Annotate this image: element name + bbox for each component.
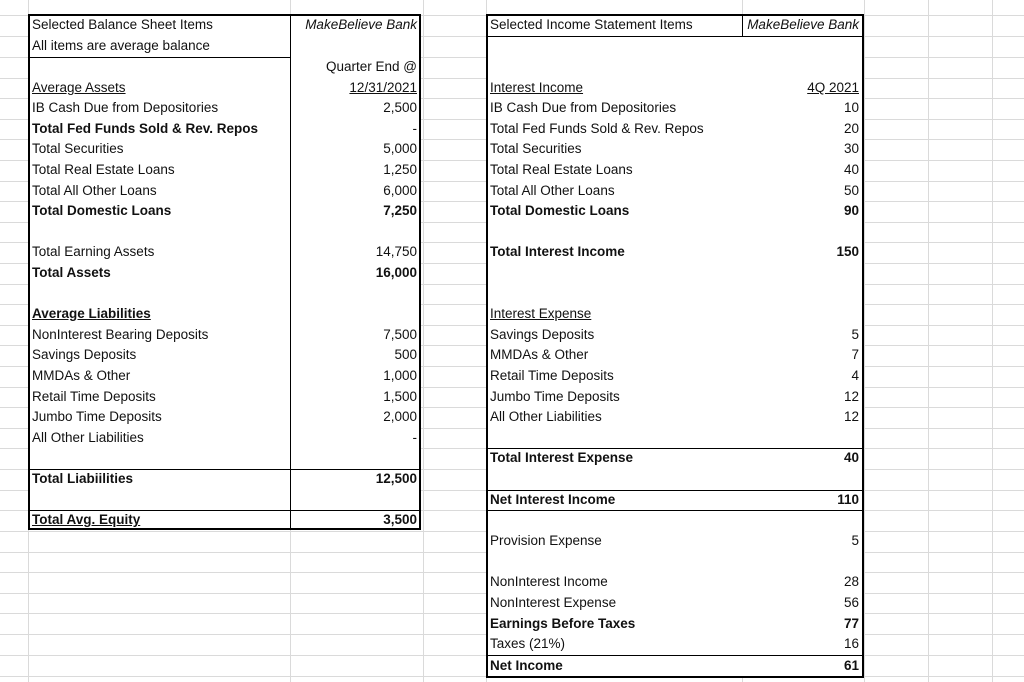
income-item-label: Total Domestic Loans <box>490 203 630 218</box>
avg-liabilities-header: Average Liabilities <box>32 306 151 321</box>
asset-label: Total Real Estate Loans <box>32 162 175 177</box>
asset-value: - <box>412 121 417 136</box>
expense-item-value: 4 <box>851 368 859 383</box>
period-date: 12/31/2021 <box>349 80 417 95</box>
earning-assets-label: Total Earning Assets <box>32 244 155 259</box>
asset-value: 7,250 <box>383 203 417 218</box>
interest-expense-header: Interest Expense <box>490 306 592 321</box>
total-equity-value: 3,500 <box>383 512 417 527</box>
expense-item-label: Savings Deposits <box>490 327 595 342</box>
income-statement-bank-name: MakeBelieve Bank <box>747 17 859 32</box>
net-income-label: Net Income <box>490 658 563 673</box>
balance-sheet-title: Selected Balance Sheet Items <box>32 17 213 32</box>
total-assets-value: 16,000 <box>375 265 417 280</box>
expense-item-value: 12 <box>843 409 859 424</box>
liability-label: All Other Liabilities <box>32 430 144 445</box>
income-item-value: 30 <box>843 141 859 156</box>
asset-label: IB Cash Due from Depositories <box>32 100 219 115</box>
net-interest-income-value: 110 <box>837 492 859 507</box>
income-item-value: 90 <box>843 203 859 218</box>
income-item-label: Total All Other Loans <box>490 183 615 198</box>
asset-value: 1,250 <box>383 162 417 177</box>
earnings-before-taxes-label: Earnings Before Taxes <box>490 616 636 631</box>
avg-assets-header: Average Assets <box>32 80 126 95</box>
liability-value: 1,500 <box>383 389 417 404</box>
income-statement-column-divider <box>742 14 743 36</box>
liability-value: - <box>412 430 417 445</box>
total-liabilities-label: Total Liabiilities <box>32 471 134 486</box>
taxes-value: 16 <box>843 636 859 651</box>
asset-label: Total Fed Funds Sold & Rev. Repos <box>32 121 259 136</box>
asset-value: 6,000 <box>383 183 417 198</box>
income-item-value: 50 <box>843 183 859 198</box>
provision-expense-value: 5 <box>851 533 859 548</box>
expense-item-value: 12 <box>843 389 859 404</box>
total-assets-label: Total Assets <box>32 265 111 280</box>
noninterest-expense-label: NonInterest Expense <box>490 595 617 610</box>
income-item-value: 20 <box>843 121 859 136</box>
liability-label: Retail Time Deposits <box>32 389 156 404</box>
asset-value: 2,500 <box>383 100 417 115</box>
expense-item-value: 5 <box>851 327 859 342</box>
liability-label: NonInterest Bearing Deposits <box>32 327 209 342</box>
income-item-value: 40 <box>843 162 859 177</box>
taxes-label: Taxes (21%) <box>490 636 566 651</box>
liability-value: 2,000 <box>383 409 417 424</box>
total-interest-expense-label: Total Interest Expense <box>490 450 634 465</box>
net-interest-income-bottom-rule <box>486 510 864 511</box>
interest-income-header: Interest Income <box>490 80 584 95</box>
noninterest-expense-value: 56 <box>843 595 859 610</box>
income-period: 4Q 2021 <box>807 80 859 95</box>
income-item-label: Total Fed Funds Sold & Rev. Repos <box>490 121 704 136</box>
noninterest-income-value: 28 <box>843 574 859 589</box>
balance-sheet-subtitle: All items are average balance <box>32 38 210 53</box>
liability-label: Jumbo Time Deposits <box>32 409 162 424</box>
expense-item-label: MMDAs & Other <box>490 347 589 362</box>
expense-item-label: Retail Time Deposits <box>490 368 614 383</box>
asset-value: 5,000 <box>383 141 417 156</box>
income-item-label: Total Real Estate Loans <box>490 162 633 177</box>
liability-value: 7,500 <box>383 327 417 342</box>
liability-value: 500 <box>394 347 417 362</box>
asset-label: Total All Other Loans <box>32 183 157 198</box>
provision-expense-label: Provision Expense <box>490 533 602 548</box>
period-label: Quarter End @ <box>326 59 417 74</box>
expense-item-label: All Other Liabilities <box>490 409 602 424</box>
total-interest-income-value: 150 <box>836 244 859 259</box>
asset-label: Total Domestic Loans <box>32 203 172 218</box>
noninterest-income-label: NonInterest Income <box>490 574 608 589</box>
balance-sheet-bank-name: MakeBelieve Bank <box>305 17 417 32</box>
total-interest-expense-value: 40 <box>843 450 859 465</box>
liability-label: MMDAs & Other <box>32 368 131 383</box>
earning-assets-value: 14,750 <box>375 244 417 259</box>
income-item-label: IB Cash Due from Depositories <box>490 100 677 115</box>
total-liabilities-value: 12,500 <box>375 471 417 486</box>
earnings-before-taxes-value: 77 <box>843 616 859 631</box>
asset-label: Total Securities <box>32 141 124 156</box>
balance-sheet-header-rule <box>28 57 290 58</box>
total-interest-income-label: Total Interest Income <box>490 244 625 259</box>
liability-label: Savings Deposits <box>32 347 137 362</box>
income-statement-title: Selected Income Statement Items <box>490 17 693 32</box>
income-item-value: 10 <box>843 100 859 115</box>
balance-sheet-column-divider <box>290 14 291 530</box>
total-equity-label: Total Avg. Equity <box>32 512 141 527</box>
expense-item-label: Jumbo Time Deposits <box>490 389 620 404</box>
expense-item-value: 7 <box>851 347 859 362</box>
net-interest-income-label: Net Interest Income <box>490 492 616 507</box>
income-statement-header-rule <box>486 36 864 37</box>
liability-value: 1,000 <box>383 368 417 383</box>
income-item-label: Total Securities <box>490 141 582 156</box>
net-income-value: 61 <box>843 658 859 673</box>
